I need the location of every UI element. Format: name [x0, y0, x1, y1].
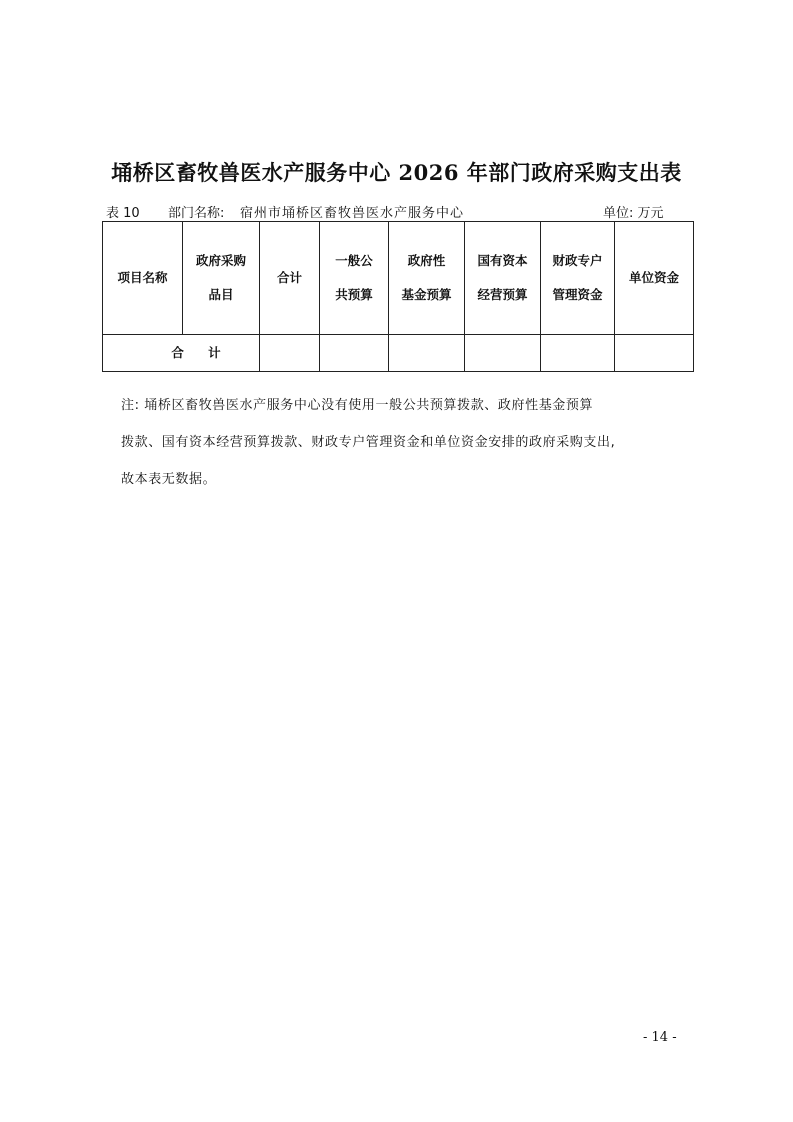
header-unit-funds	[615, 222, 694, 335]
total-cell	[541, 335, 615, 372]
table-total-row	[103, 335, 694, 372]
table-number: 表 10	[106, 206, 140, 221]
header-text: 经营预算	[477, 287, 528, 302]
header-state-capital-budget	[465, 222, 541, 335]
header-fiscal-account-funds	[541, 222, 615, 335]
unit-label: 单位: 万元	[603, 206, 664, 221]
total-cell	[320, 335, 389, 372]
table-note	[121, 387, 684, 498]
header-text: 基金预算	[401, 287, 452, 302]
note-line: 拨款、国有资本经营预算拨款、财政专户管理资金和单位资金安排的政府采购支出,	[121, 435, 616, 450]
header-total	[260, 222, 320, 335]
header-text: 品目	[208, 287, 234, 302]
header-text: 一般公	[335, 253, 373, 268]
header-general-public-budget	[320, 222, 389, 335]
header-government-fund-budget	[389, 222, 465, 335]
department-label: 部门名称:	[168, 206, 225, 221]
table-header-row	[103, 222, 694, 335]
header-text: 共预算	[335, 287, 373, 302]
header-text: 国有资本	[477, 253, 528, 268]
total-cell	[615, 335, 694, 372]
page-number: - 14 -	[643, 1030, 677, 1045]
header-text: 合计	[276, 270, 302, 285]
total-row-label	[103, 335, 260, 372]
header-text: 政府采购	[195, 253, 246, 268]
department-name: 宿州市埇桥区畜牧兽医水产服务中心	[240, 206, 465, 221]
procurement-table	[102, 221, 694, 372]
header-procurement-category	[183, 222, 260, 335]
total-cell	[465, 335, 541, 372]
page-title: 埇桥区畜牧兽医水产服务中心 2026 年部门政府采购支出表	[111, 160, 682, 185]
header-project-name	[103, 222, 183, 335]
total-cell	[389, 335, 465, 372]
note-line: 故本表无数据。	[121, 472, 217, 487]
header-text: 财政专户	[552, 253, 603, 268]
header-text: 政府性	[407, 253, 446, 268]
total-cell	[260, 335, 320, 372]
header-text: 项目名称	[117, 270, 168, 285]
header-text: 管理资金	[552, 287, 603, 302]
header-text: 单位资金	[628, 270, 679, 285]
total-label-text: 合 计	[171, 345, 231, 360]
note-line: 注: 埇桥区畜牧兽医水产服务中心没有使用一般公共预算拨款、政府性基金预算	[121, 398, 594, 413]
